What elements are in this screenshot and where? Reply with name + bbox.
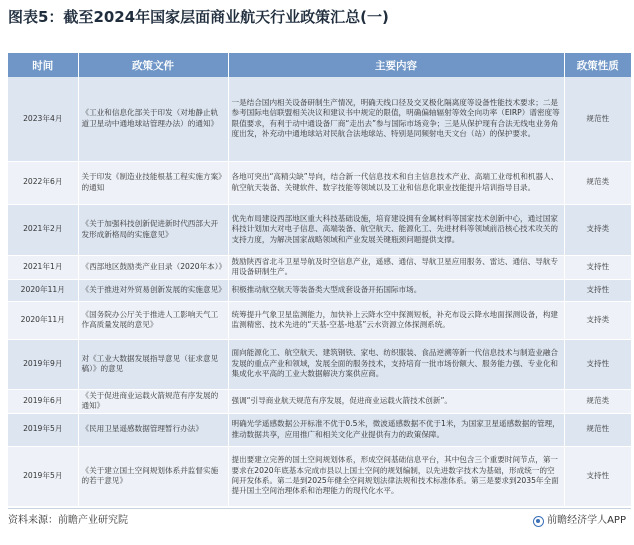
- cell-main-content: 各地可突出“高精尖缺”导向，结合新一代信息技术和自主信息技术产业、高端工业母机和机器人、航空航天装备、关键软件、数字技能等领域以及工业和信息化职业技能提升培训指导目录。: [228, 161, 564, 204]
- cell-policy-file: 《民用卫星遥感数据管理暂行办法》: [78, 413, 228, 446]
- cell-main-content: 一是结合国内相关设备研制生产情况，明确天线口径及交叉极化隔离度等设备性能技术要求；二是参考国际电信联盟相关决议和建议书中规定的限值，明确偏轴辐射等效全向功率（EIRP）谱密度等限值要求，有利于动中通设备厂商“走出去”参与国际市场竞争；三是从保护现有合法无线电业务角度出发，补充动中通地球站对民航合法地球站、特别是同频射电天文台（站）的保护要求。: [228, 77, 564, 161]
- cell-time: 2019年5月: [8, 446, 78, 506]
- cell-policy-file: 《关于推进对外贸易创新发展的实施意见》: [78, 279, 228, 301]
- cell-policy-file: 对《工业大数据发展指导意见（征求意见稿）》的意见: [78, 339, 228, 389]
- cell-main-content: 优先布局建设西部地区重大科技基础设施，培育建设拥有金属材料等国家技术创新中心，通过国家科技计划加大对电子信息、高端装备、航空航天、能源化工、先进材料等领域前沿核心技术攻关的支持力度，为解决国家战略领域和产业发展关键瓶颈问题提供支撑。: [228, 204, 564, 255]
- cell-policy-file: 关于印发《制造业技能根基工程实施方案》的通知: [78, 161, 228, 204]
- table-row: [8, 204, 631, 255]
- cell-time: 2022年6月: [8, 161, 78, 204]
- header-main-content: 主要内容: [228, 53, 564, 77]
- table-row: [8, 255, 631, 279]
- cell-policy-nature: 支持性: [564, 279, 631, 301]
- cell-policy-nature: 规范性: [564, 77, 631, 161]
- brand-mark: [533, 514, 626, 528]
- cell-main-content: 提出要建立完善的国土空间规划体系，形成空间基础信息平台，其中包含三个重要时间节点，第一要求在2020年底基本完成市县以上国土空间的规划编制，以先进数字技术为基础，形成统一的空间开发体系。第二是到2025年健全空间规划法律法规和技术标准体系。第三是要求到2035年全面提升国土空间治理体系和治理能力的现代化水平。: [228, 446, 564, 506]
- cell-policy-nature: 支持类: [564, 301, 631, 339]
- header-policy-nature: 政策性质: [564, 53, 631, 77]
- cell-policy-nature: 支持性: [564, 255, 631, 279]
- cell-policy-nature: 规范性: [564, 413, 631, 446]
- policy-table: [8, 53, 631, 507]
- cell-time: 2019年9月: [8, 339, 78, 389]
- cell-policy-nature: 规范类: [564, 389, 631, 413]
- header-time: 时间: [8, 53, 78, 77]
- table-header-row: [8, 53, 631, 77]
- cell-time: 2019年6月: [8, 389, 78, 413]
- table-row: [8, 161, 631, 204]
- cell-policy-file: 《国务院办公厅关于推进人工影响天气工作高质量发展的意见》: [78, 301, 228, 339]
- cell-time: 2021年1月: [8, 255, 78, 279]
- cell-policy-file: 《关于建立国土空间规划体系并监督实施的若干意见》: [78, 446, 228, 506]
- source-note: 资料来源：前瞻产业研究院: [8, 515, 128, 526]
- table-row: [8, 77, 631, 161]
- table-row: [8, 413, 631, 446]
- cell-time: 2020年11月: [8, 301, 78, 339]
- cell-policy-nature: 支持类: [564, 204, 631, 255]
- cell-time: 2023年4月: [8, 77, 78, 161]
- table-row: [8, 339, 631, 389]
- cell-policy-file: 《西部地区鼓励类产业目录（2020年本）》: [78, 255, 228, 279]
- table-row: [8, 389, 631, 413]
- cell-main-content: 统筹提升气象卫星监测能力，加快补上云降水空中探测短板，补充布设云降水地面探测设备，构建监测精密、技术先进的“天基-空基-地基”云水资源立体探测系统。: [228, 301, 564, 339]
- cell-policy-nature: 支持性: [564, 446, 631, 506]
- cell-policy-nature: 支持性: [564, 339, 631, 389]
- header-policy-file: 政策文件: [78, 53, 228, 77]
- table-row: [8, 446, 631, 506]
- cell-time: 2019年5月: [8, 413, 78, 446]
- table-row: [8, 279, 631, 301]
- cell-policy-file: 《关于加强科技创新促进新时代西部大开发形成新格局的实施意见》: [78, 204, 228, 255]
- cell-time: 2020年11月: [8, 279, 78, 301]
- divider: [8, 508, 631, 509]
- cell-main-content: 明确光学遥感数据公开标准不优于0.5米，微波遥感数据不优于1米，为国家卫星遥感数据的管理，推动数据共享，应用推广和相关文化产业提供有力的政策保障。: [228, 413, 564, 446]
- table-row: [8, 301, 631, 339]
- cell-policy-nature: 规范类: [564, 161, 631, 204]
- page-title: 图表5：截至2024年国家层面商业航天行业政策汇总(一): [8, 8, 389, 26]
- cell-main-content: 鼓励陕西省北斗卫星导航及时空信息产业，遥感、通信、导航卫星应用服务、雷达、通信、导航专用设备研制生产。: [228, 255, 564, 279]
- cell-time: 2021年2月: [8, 204, 78, 255]
- cell-main-content: 面向能源化工、航空航天、建筑钢铁、家电、纺织服装、食品逆溯等新一代信息技术与制造业融合发展的重点产业和领域，发展全面的服务技术，支持培育一批市场份额大、服务能力强、专业化和集成化水平高的工业大数据解决方案供应商。: [228, 339, 564, 389]
- brand-name: 前瞻经济学人APP: [547, 515, 626, 526]
- cell-policy-file: 《关于促进商业运载火箭规范有序发展的通知》: [78, 389, 228, 413]
- cell-policy-file: 《工业和信息化部关于印发（对地静止轨道卫星动中通地球站管理办法）的通知》: [78, 77, 228, 161]
- cell-main-content: 强调“引导商业航天规范有序发展，促进商业运载火箭技术创新”。: [228, 389, 564, 413]
- brand-logo-icon: [533, 516, 544, 527]
- cell-main-content: 积极推动航空航天等装备类大型成套设备开拓国际市场。: [228, 279, 564, 301]
